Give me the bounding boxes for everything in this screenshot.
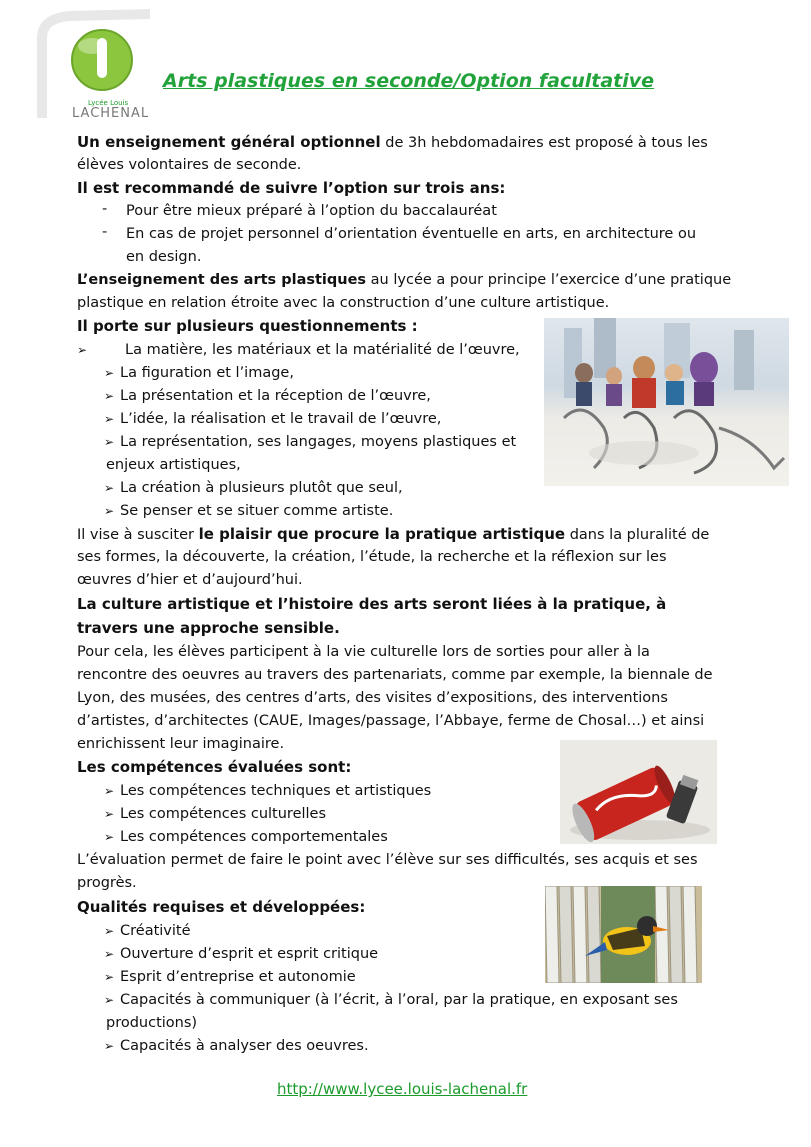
recommend-item: Pour être mieux préparé à l’option du baccalauréat: [126, 203, 497, 219]
arrow-bullet-icon: ➢: [104, 481, 115, 495]
recommend-item-cont: en design.: [126, 249, 202, 265]
arrow-bullet-icon: ➢: [104, 1039, 115, 1053]
enseignement-line2: plastique en relation étroite avec la construction d’une culture artistique.: [77, 295, 610, 311]
culture-para: rencontre des oeuvres au travers des partenariats, comme par exemple, la biennale de: [77, 667, 713, 683]
culture-heading-2: travers une approche sensible.: [77, 619, 340, 637]
intro-rest: de 3h hebdomadaires est proposé à tous les: [380, 135, 708, 151]
question-item-text: La figuration et l’image,: [120, 365, 294, 381]
qualite-item: [104, 989, 678, 1012]
competence-item: [104, 826, 388, 849]
vise-line1: [77, 523, 709, 547]
evaluation-line2: progrès.: [77, 875, 137, 891]
arrow-bullet-icon: ➢: [104, 504, 115, 518]
bird-sculpture-icon: [545, 886, 702, 983]
question-item: [104, 362, 294, 385]
dash-bullet: -: [102, 201, 108, 217]
arrow-bullet-icon: ➢: [104, 435, 115, 449]
culture-para: Lyon, des musées, des centres d’arts, des visites d’expositions, des interventions: [77, 690, 668, 706]
question-item-text: L’idée, la réalisation et le travail de l’œuvre,: [120, 411, 442, 427]
arrow-bullet-icon: ➢: [104, 366, 115, 380]
qualite-item: [104, 966, 356, 989]
logo-line1: Lycée Louis: [88, 99, 129, 107]
arrow-bullet-icon: ➢: [104, 947, 115, 961]
question-item-text: La présentation et la réception de l’œuvre,: [120, 388, 431, 404]
culture-heading-1: La culture artistique et l’histoire des arts seront liées à la pratique, à: [77, 595, 667, 613]
question-first: [77, 339, 520, 362]
qualite-item-text: Esprit d’entreprise et autonomie: [120, 969, 356, 985]
characters-drawing-icon: [544, 318, 789, 486]
question-item: [104, 500, 393, 523]
vise-line2: ses formes, la découverte, la création, l’étude, la recherche et la réflexion sur les: [77, 549, 667, 565]
page-title: Arts plastiques en seconde/Option facultative: [163, 70, 655, 92]
artwork-photo-bird: [545, 886, 702, 983]
competences-heading: Les compétences évaluées sont:: [77, 758, 352, 776]
intro-line2: élèves volontaires de seconde.: [77, 157, 302, 173]
question-item: [104, 431, 516, 454]
arrow-bullet-icon: ➢: [104, 412, 115, 426]
qualite-item: [104, 1035, 369, 1058]
arrow-bullet-icon: ➢: [104, 993, 115, 1007]
arrow-bullet-icon: ➢: [104, 784, 115, 798]
competence-item: [104, 803, 326, 826]
intro-line1: [77, 131, 708, 155]
qualite-item: [104, 943, 378, 966]
artwork-photo-can: [560, 740, 717, 844]
culture-para: d’artistes, d’architectes (CAUE, Images/passage, l’Abbaye, ferme de Chosal…) et ainsi: [77, 713, 705, 729]
question-continuation: enjeux artistiques,: [106, 457, 241, 473]
arrow-bullet-icon: ➢: [104, 924, 115, 938]
arrow-bullet-icon: ➢: [104, 389, 115, 403]
dash-bullet: -: [102, 224, 108, 240]
enseignement-rest: au lycée a pour principe l’exercice d’une pratique: [366, 272, 732, 288]
competence-item-text: Les compétences comportementales: [120, 829, 388, 845]
culture-para: enrichissent leur imaginaire.: [77, 736, 285, 752]
qualite-continuation: productions): [106, 1015, 198, 1031]
evaluation-line1: L’évaluation permet de faire le point avec l’élève sur ses difficultés, ses acquis et ses: [77, 852, 698, 868]
qualite-item-text: Capacités à communiquer (à l’écrit, à l’oral, par la pratique, en exposant ses: [120, 992, 678, 1008]
question-item-text: Se penser et se situer comme artiste.: [120, 503, 394, 519]
competence-item: [104, 780, 431, 803]
qualites-heading: Qualités requises et développées:: [77, 898, 366, 916]
recommend-item: En cas de projet personnel d’orientation éventuelle en arts, en architecture ou: [126, 226, 697, 242]
qualite-item-text: Capacités à analyser des oeuvres.: [120, 1038, 369, 1054]
question-item: [104, 477, 403, 500]
vise-line3: œuvres d’hier et d’aujourd’hui.: [77, 572, 303, 588]
enseignement-line1: [77, 269, 731, 292]
intro-bold: Un enseignement général optionnel: [77, 133, 381, 151]
arrow-bullet-icon: ➢: [104, 970, 115, 984]
questions-heading: Il porte sur plusieurs questionnements :: [77, 317, 418, 335]
vise-bold: le plaisir que procure la pratique artistique: [198, 525, 566, 543]
competence-item-text: Les compétences culturelles: [120, 806, 327, 822]
question-item: [104, 408, 441, 431]
qualite-item: [104, 920, 191, 943]
can-drawing-icon: [560, 740, 717, 844]
arrow-bullet-icon: ➢: [77, 343, 88, 357]
vise-pre: Il vise à susciter: [77, 527, 199, 543]
arrow-bullet-icon: ➢: [104, 830, 115, 844]
question-first-text: La matière, les matériaux et la matérialité de l’œuvre,: [125, 342, 520, 358]
qualite-item-text: Ouverture d’esprit et esprit critique: [120, 946, 379, 962]
footer-website-link[interactable]: http://www.lycee.louis-lachenal.fr: [277, 1080, 528, 1098]
arrow-bullet-icon: ➢: [104, 807, 115, 821]
recommend-heading: Il est recommandé de suivre l’option sur trois ans:: [77, 179, 506, 197]
logo: [30, 8, 160, 128]
qualite-item-text: Créativité: [120, 923, 191, 939]
enseignement-bold: L’enseignement des arts plastiques: [77, 272, 367, 288]
question-item-text: La création à plusieurs plutôt que seul,: [120, 480, 403, 496]
logo-line2: LACHENAL: [72, 106, 150, 121]
question-item: [104, 385, 431, 408]
vise-post: dans la pluralité de: [565, 527, 710, 543]
question-item-text: La représentation, ses langages, moyens plastiques et: [120, 434, 517, 450]
culture-para: Pour cela, les élèves participent à la vie culturelle lors de sorties pour aller à la: [77, 644, 650, 660]
competence-item-text: Les compétences techniques et artistiques: [120, 783, 432, 799]
artwork-photo-characters: [544, 318, 789, 486]
